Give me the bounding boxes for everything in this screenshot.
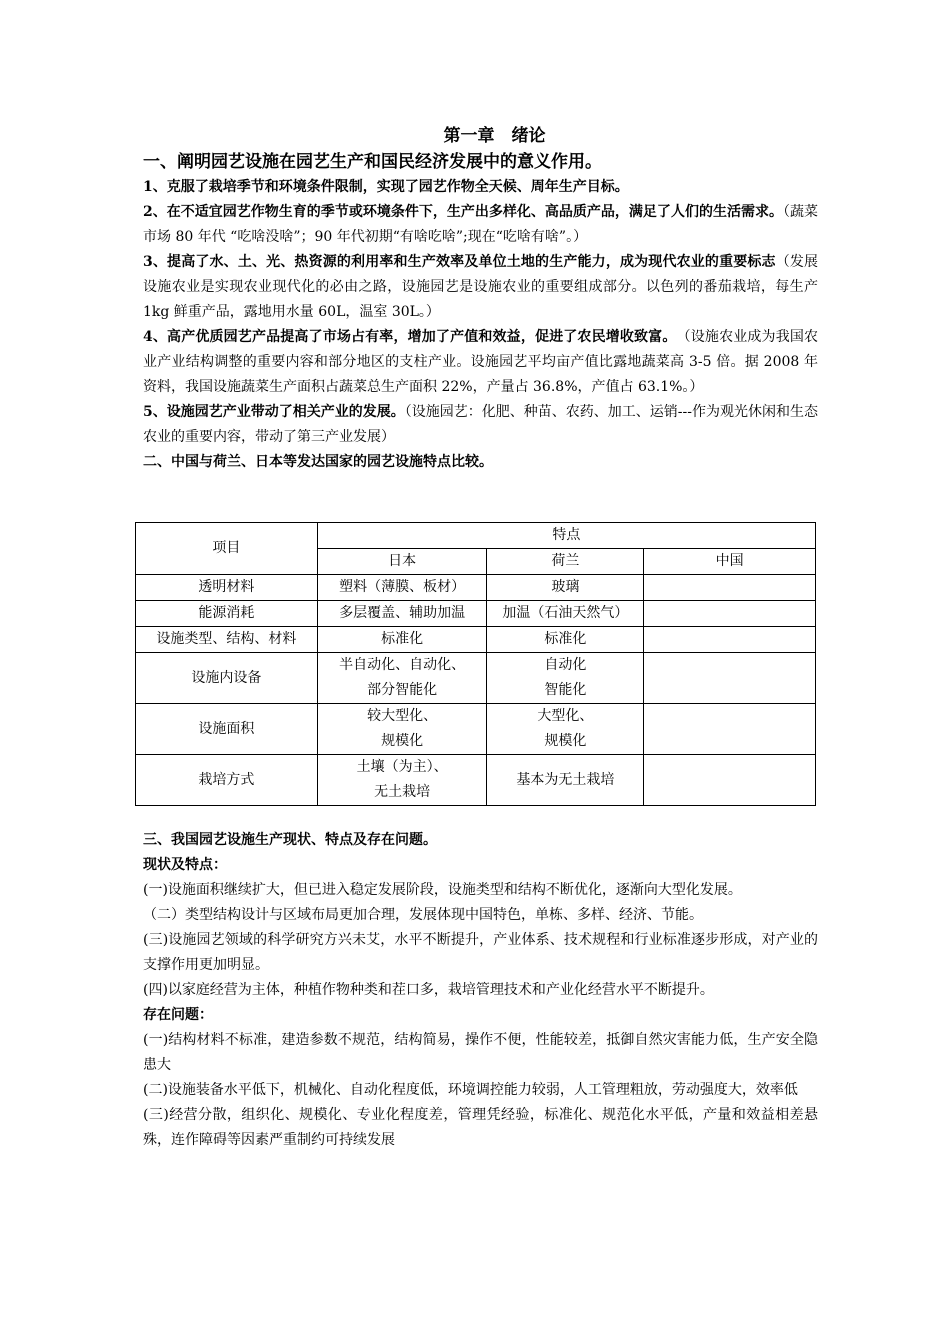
table-row — [136, 601, 816, 627]
row-netherlands — [487, 704, 644, 755]
row-china — [644, 704, 816, 755]
item-4-bold: 4、高产优质园艺产品提高了市场占有率，增加了产值和效益，促进了农民增收致富。 — [143, 329, 670, 345]
section-1 — [143, 122, 818, 475]
row-china — [644, 627, 816, 653]
item-3-note: （发展设施农业是实现农业现代化的必由之路，设施园艺是设施农业的重要组成部分。以色列的番茄栽培，每生产 1kg 鲜重产品，露地用水量 60L，温室 30L。） — [143, 254, 818, 320]
row-netherlands: 玻璃 — [487, 575, 644, 601]
problem-item: (三)经营分散，组织化、规模化、专业化程度差，管理凭经验，标准化、规范化水平低，产量和效益相差悬殊，连作障碍等因素严重制约可持续发展 — [143, 1107, 818, 1148]
comparison-table — [135, 522, 816, 806]
header-netherlands: 荷兰 — [487, 549, 644, 575]
cell-line: 规模化 — [381, 733, 424, 749]
header-japan: 日本 — [317, 549, 487, 575]
item-5-bold: 5、设施园艺产业带动了相关产业的发展。 — [143, 404, 405, 420]
row-japan — [317, 704, 487, 755]
item-2-bold: 2、在不适宜园艺作物生育的季节或环境条件下，生产出多样化、高品质产品，满足了人们的生活需求。 — [143, 204, 783, 220]
cell-line: 部分智能化 — [367, 682, 438, 698]
row-japan: 多层覆盖、辅助加温 — [317, 601, 487, 627]
cell-line: 较大型化、 — [367, 708, 438, 724]
section-1-item-3 — [143, 250, 818, 325]
row-netherlands: 标准化 — [487, 627, 644, 653]
row-netherlands — [487, 653, 644, 704]
row-japan: 标准化 — [317, 627, 487, 653]
row-japan — [317, 755, 487, 806]
section-1-item-5 — [143, 400, 818, 450]
row-item: 能源消耗 — [136, 601, 318, 627]
row-item: 设施类型、结构、材料 — [136, 627, 318, 653]
chapter-title: 第一章 绪论 — [443, 126, 546, 146]
table-row — [136, 627, 816, 653]
header-features: 特点 — [317, 523, 815, 549]
status-item: (三)设施园艺领域的科学研究方兴未艾，水平不断提升，产业体系、技术规程和行业标准逐步形成，对产业的支撑作用更加明显。 — [143, 932, 818, 973]
row-china — [644, 601, 816, 627]
section-1-item-2 — [143, 200, 818, 250]
status-item: （二）类型结构设计与区域布局更加合理，发展体现中国特色，单栋、多样、经济、节能。 — [143, 907, 703, 923]
table-row — [136, 653, 816, 704]
header-china: 中国 — [644, 549, 816, 575]
item-4-note: （设施农业成为我国农业产业结构调整的重要内容和部分地区的支柱产业。设施园艺平均亩产值比露地蔬菜高 3-5 倍。据 2008 年资料，我国设施蔬菜生产面积占蔬菜总生产面积 22%，产量占 36.8%，产值占 63.1%。） — [143, 329, 818, 395]
header-item: 项目 — [136, 523, 318, 575]
section-3-heading: 三、我国园艺设施生产现状、特点及存在问题。 — [143, 832, 437, 848]
row-japan — [317, 653, 487, 704]
item-1-bold: 1、克服了栽培季节和环境条件限制，实现了园艺作物全天候、周年生产目标。 — [143, 179, 629, 195]
row-japan: 塑料（薄膜、板材） — [317, 575, 487, 601]
table-row — [136, 575, 816, 601]
row-china — [644, 575, 816, 601]
row-item: 栽培方式 — [136, 755, 318, 806]
cell-line: 规模化 — [544, 733, 587, 749]
cell-line: 半自动化、自动化、 — [339, 657, 466, 673]
section-1-item-1 — [143, 175, 818, 200]
table-row — [136, 755, 816, 806]
row-netherlands: 加温（石油天然气） — [487, 601, 644, 627]
cell-line: 大型化、 — [537, 708, 594, 724]
row-china — [644, 653, 816, 704]
problems-heading: 存在问题： — [143, 1007, 213, 1023]
table-header-row — [136, 523, 816, 549]
item-2-note: （蔬菜市场 80 年代 “吃啥没啥”；90 年代初期“有啥吃啥”;现在“吃啥有啥”。） — [143, 204, 818, 245]
section-2-heading: 二、中国与荷兰、日本等发达国家的园艺设施特点比较。 — [143, 454, 493, 470]
status-item: (四)以家庭经营为主体，种植作物种类和茬口多，栽培管理技术和产业化经营水平不断提升。 — [143, 982, 714, 998]
cell-line: 无土栽培 — [374, 784, 431, 800]
section-3 — [143, 828, 818, 1153]
item-5-note: （设施园艺：化肥、种苗、农药、加工、运销---作为观光休闲和生态农业的重要内容，带动了第三产业发展） — [143, 404, 818, 445]
row-netherlands: 基本为无土栽培 — [487, 755, 644, 806]
status-item: (一)设施面积继续扩大，但已进入稳定发展阶段，设施类型和结构不断优化，逐渐向大型化发展。 — [143, 882, 742, 898]
problem-item: (二)设施装备水平低下，机械化、自动化程度低，环境调控能力较弱，人工管理粗放，劳动强度大，效率低 — [143, 1082, 798, 1098]
section-1-heading: 一、阐明园艺设施在园艺生产和国民经济发展中的意义作用。 — [143, 152, 602, 172]
item-3-bold: 3、提高了水、土、光、热资源的利用率和生产效率及单位土地的生产能力，成为现代农业的重要标志 — [143, 254, 776, 270]
table-row — [136, 704, 816, 755]
row-china — [644, 755, 816, 806]
section-1-item-4 — [143, 325, 818, 400]
status-heading: 现状及特点： — [143, 857, 227, 873]
row-item: 设施内设备 — [136, 653, 318, 704]
row-item: 设施面积 — [136, 704, 318, 755]
problem-item: (一)结构材料不标准，建造参数不规范，结构简易，操作不便，性能较差，抵御自然灾害能力低，生产安全隐患大 — [143, 1032, 818, 1073]
cell-line: 土壤（为主）、 — [356, 759, 448, 775]
cell-line: 智能化 — [544, 682, 587, 698]
cell-line: 自动化 — [544, 657, 587, 673]
row-item: 透明材料 — [136, 575, 318, 601]
